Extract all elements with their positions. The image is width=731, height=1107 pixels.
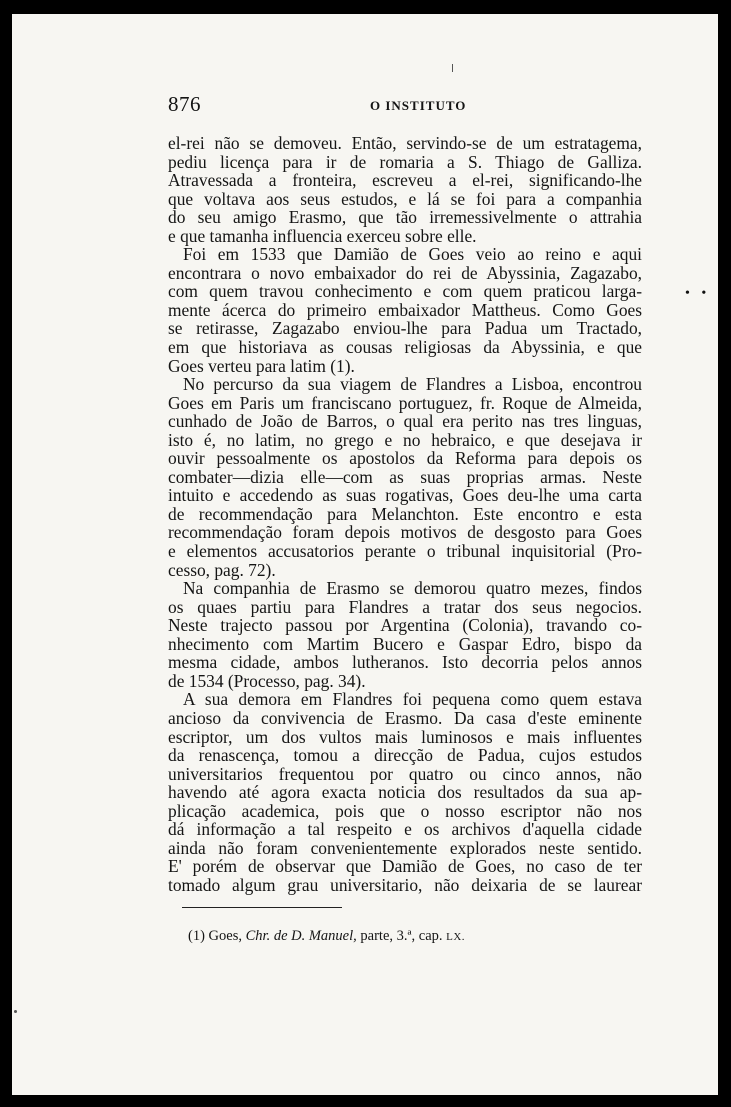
text-line: mente ácerca do primeiro embaixador Mattheus. Como Goes bbox=[168, 299, 642, 320]
text-line: nhecimento com Martim Bucero e Gaspar Edro, bispo da bbox=[168, 633, 642, 654]
text-line: de recommendação para Melanchton. Este encontro e esta bbox=[168, 503, 642, 524]
footnote-rest: parte, 3.ª, cap. bbox=[356, 928, 447, 944]
text-line: se retirasse, Zagazabo enviou-lhe para Padua um Tractado, bbox=[168, 318, 642, 339]
margin-dots: • • bbox=[685, 286, 711, 301]
text-line: que voltava aos seus estudos, e lá se foi para a companhia bbox=[168, 188, 642, 209]
page-header bbox=[168, 92, 668, 116]
footnote-author: Goes, bbox=[208, 928, 242, 944]
text-line: No percurso da sua viagem de Flandres a Lisboa, encontrou bbox=[183, 374, 642, 395]
text-line: Na companhia de Erasmo se demorou quatro mezes, findos bbox=[183, 578, 642, 599]
text-line: intuito e accedendo as suas rogativas, Goes deu-lhe uma carta bbox=[168, 485, 642, 506]
text-line: Atravessada a fronteira, escreveu a el-rei, significando-lhe bbox=[168, 170, 642, 191]
text-line: cunhado de João de Barros, o qual era perito nas tres linguas, bbox=[168, 411, 642, 432]
text-line: havendo até agora exacta noticia dos resultados da sua ap- bbox=[168, 782, 642, 803]
text-line: plicação academica, pois que o nosso escriptor não nos bbox=[168, 800, 642, 821]
text-line: Foi em 1533 que Damião de Goes veio ao reino e aqui bbox=[183, 244, 642, 265]
footnote-marker: (1) bbox=[188, 928, 205, 944]
scan-border bbox=[718, 14, 731, 1095]
running-title: O INSTITUTO bbox=[370, 98, 467, 113]
text-line: E' porém de observar que Damião de Goes, no caso de ter bbox=[168, 856, 642, 877]
text-line: do seu amigo Erasmo, que tão irremessivelmente o attrahia bbox=[168, 207, 642, 228]
text-line: e que tamanha influencia exerceu sobre elle. bbox=[168, 225, 477, 246]
text-line: ainda não foram convenientemente explorados neste sentido. bbox=[168, 837, 642, 858]
text-line: tomado algum grau universitario, não deixaria de se laurear bbox=[168, 874, 642, 895]
text-line: da renascença, tomou a direcção de Padua, cujos estudos bbox=[168, 745, 642, 766]
text-line: mesma cidade, ambos lutheranos. Isto decorria pelos annos bbox=[168, 652, 642, 673]
text-line: encontrara o novo embaixador do rei de Abyssinia, Zagazabo, bbox=[168, 262, 642, 283]
text-line: ouvir pessoalmente os apostolos da Reforma para depois os bbox=[168, 448, 642, 469]
footnote-rule bbox=[182, 907, 342, 908]
scan-speck bbox=[14, 1010, 17, 1013]
text-line: e elementos accusatorios perante o tribunal inquisitorial (Pro- bbox=[168, 541, 642, 562]
text-line: pediu licença para ir de romaria a S. Thiago de Galliza. bbox=[168, 151, 642, 172]
text-line: Neste trajecto passou por Argentina (Colonia), travando co- bbox=[168, 615, 642, 636]
text-line: cesso, pag. 72). bbox=[168, 559, 276, 580]
page-number: 876 bbox=[168, 92, 201, 116]
text-line: dá informação a tal respeito e os archivos d'aquella cidade bbox=[168, 819, 642, 840]
text-line: recommendação foram depois motivos de desgosto para Goes bbox=[168, 522, 642, 543]
text-line: escriptor, um dos vultos mais luminosos e mais influentes bbox=[168, 726, 642, 747]
text-line: combater—dizia elle—com as suas proprias armas. Neste bbox=[168, 466, 642, 487]
body-text bbox=[168, 134, 642, 894]
footnote-work: Chr. de D. Manuel, bbox=[245, 928, 357, 944]
text-line: com quem travou conhecimento e com quem praticou larga- bbox=[168, 281, 642, 302]
scan-speck bbox=[452, 64, 453, 72]
text-line: de 1534 (Processo, pag. 34). bbox=[168, 670, 366, 691]
text-line: A sua demora em Flandres foi pequena como quem estava bbox=[183, 689, 642, 710]
book-page bbox=[12, 14, 718, 1095]
footnote-chapter: LX. bbox=[446, 931, 466, 943]
text-line: universitarios frequentou por quatro ou cinco annos, não bbox=[168, 763, 642, 784]
text-line: em que historiava as cousas religiosas da Abyssinia, e que bbox=[168, 337, 642, 358]
text-line: ancioso da convivencia de Erasmo. Da casa d'este eminente bbox=[168, 707, 642, 728]
footnote bbox=[188, 928, 465, 945]
text-line: isto é, no latim, no grego e no hebraico, e que desejava ir bbox=[168, 429, 642, 450]
text-line: Goes verteu para latim (1). bbox=[168, 355, 355, 376]
text-line: el-rei não se demoveu. Então, servindo-se de um estratagema, bbox=[168, 133, 642, 153]
text-line: Goes em Paris um franciscano portuguez, fr. Roque de Almeida, bbox=[168, 392, 642, 413]
text-line: os quaes partiu para Flandres a tratar dos seus negocios. bbox=[168, 596, 642, 617]
